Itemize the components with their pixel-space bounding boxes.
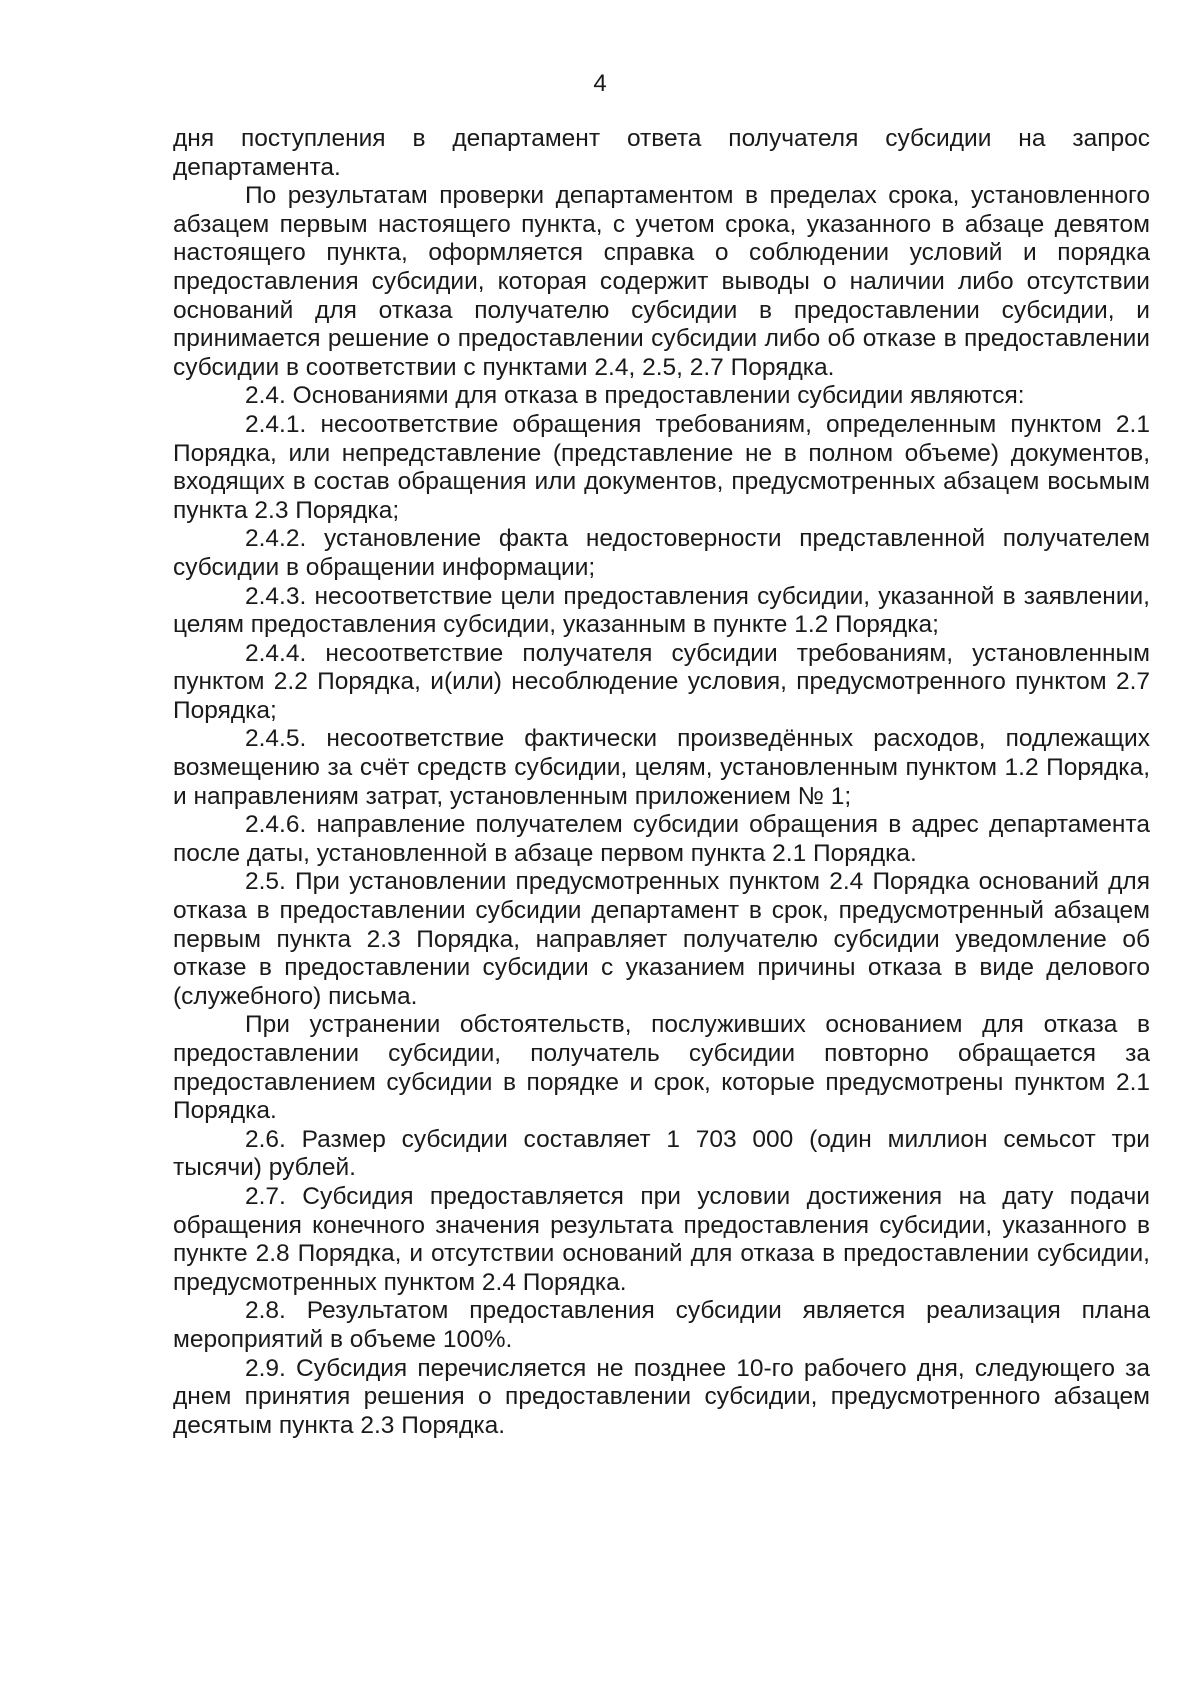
paragraph-2-4-4: 2.4.4. несоответствие получателя субсидии требованиям, установленным пунктом 2.2 Порядка, и(или) несоблюдение условия, предусмотренного пунктом 2.7 Порядка; [173,639,1150,724]
paragraph-continuation: дня поступления в департамент ответа получателя субсидии на запрос департамента. [173,125,1150,181]
paragraph-repeat-application: При устранении обстоятельств, послуживших основанием для отказа в предоставлении субсидии, получатель субсидии повторно обращается за предоставлением субсидии в порядке и срок, которые предусмотрены пунктом 2.1 Порядка. [173,1011,1150,1125]
paragraph-2-4-5: 2.4.5. несоответствие фактически произведённых расходов, подлежащих возмещению за счёт средств субсидии, целям, установленным пунктом 1.2 Порядка, и направлениям затрат, установленным приложением № 1; [173,725,1150,810]
paragraph-2-6: 2.6. Размер субсидии составляет 1 703 000 (один миллион семьсот три тысячи) рублей. [173,1125,1150,1182]
document-body [173,125,1150,1440]
page-number: 4 [593,70,607,97]
paragraph-2-4: 2.4. Основаниями для отказа в предоставлении субсидии являются: [245,382,1025,410]
paragraph-2-4-3: 2.4.3. несоответствие цели предоставления субсидии, указанной в заявлении, целям предоставления субсидии, указанным в пункте 1.2 Порядка; [173,582,1150,639]
paragraph-2-8: 2.8. Результатом предоставления субсидии является реализация плана мероприятий в объеме 100%. [173,1297,1150,1353]
paragraph-2-9: 2.9. Субсидия перечисляется не позднее 10-го рабочего дня, следующего за днем принятия решения о предоставлении субсидии, предусмотренного абзацем десятым пункта 2.3 Порядка. [173,1354,1150,1439]
paragraph-2-4-6: 2.4.6. направление получателем субсидии обращения в адрес департамента после даты, установленной в абзаце первом пункта 2.1 Порядка. [173,811,1150,867]
paragraph-2-7: 2.7. Субсидия предоставляется при условии достижения на дату подачи обращения конечного значения результата предоставления субсидии, указанного в пункте 2.8 Порядка, и отсутствии оснований для отказа в предоставлении субсидии, предусмотренных пунктом 2.4 Порядка. [173,1182,1150,1296]
paragraph-2-5: 2.5. При установлении предусмотренных пунктом 2.4 Порядка оснований для отказа в предоставлении субсидии департамент в срок, предусмотренный абзацем первым пункта 2.3 Порядка, направляет получателю субсидии уведомление об отказе в предоставлении субсидии с указанием причины отказа в виде делового (служебного) письма. [173,868,1150,1010]
paragraph-verification-results: По результатам проверки департаментом в пределах срока, установленного абзацем первым настоящего пункта, с учетом срока, указанного в абзаце девятом настоящего пункта, оформляется справка о соблюдении условий и порядка предоставления субсидии, которая содержит выводы о наличии либо отсутствии оснований для отказа получателю субсидии в предоставлении субсидии, и принимается решение о предоставлении субсидии либо об отказе в предоставлении субсидии в соответствии с пунктами 2.4, 2.5, 2.7 Порядка. [173,182,1150,381]
paragraph-2-4-2: 2.4.2. установление факта недостоверности представленной получателем субсидии в обращении информации; [173,525,1150,581]
paragraph-2-4-1: 2.4.1. несоответствие обращения требованиям, определенным пунктом 2.1 Порядка, или непредставление (представление не в полном объеме) документов, входящих в состав обращения или документов, предусмотренных абзацем восьмым пункта 2.3 Порядка; [173,410,1150,524]
